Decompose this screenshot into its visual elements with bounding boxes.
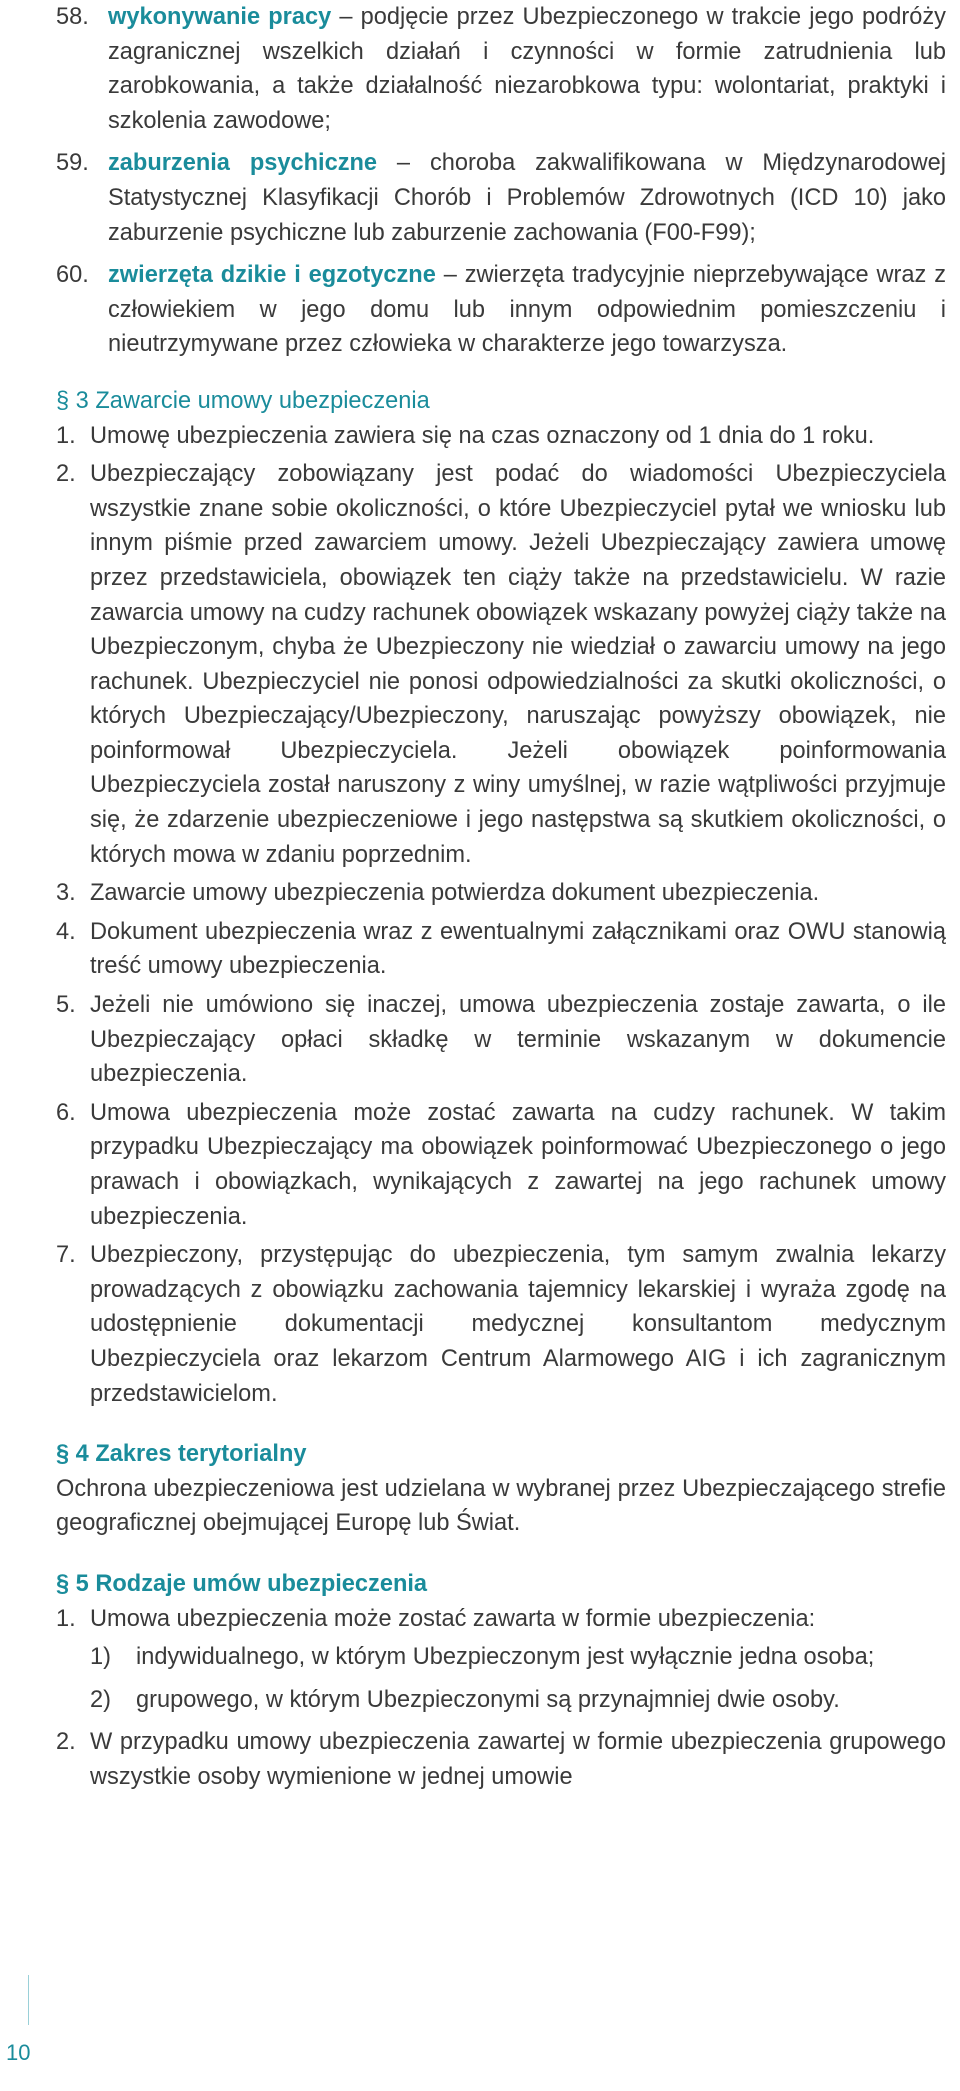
definition-text: – podjęcie przez Ubezpieczonego w trakcie jego podróży zagranicznej wszelkich działań i czynności w formie zatrudnienia lub zarobkowania, a także działalność niezarobkowa typu: wolontariat, praktyki i szkolenia zawodowe; — [108, 4, 946, 134]
section-4 — [56, 1437, 946, 1541]
sub-list-item — [90, 1640, 946, 1675]
definition-body — [108, 258, 946, 362]
list-item-text: Umowę ubezpieczenia zawiera się na czas oznaczony od 1 dnia do 1 roku. — [90, 422, 875, 449]
list-item-text: Ubezpieczony, przystępując do ubezpieczenia, tym samym zwalnia lekarzy prowadzących z obowiązku zachowania tajemnicy lekarskiej i wyraża zgodę na udostępnienie dokumentacji medycznej konsultantom medycznym Ubezpieczyciela oraz lekarzom Centrum Alarmowego AIG i ich zagranicznym przedstawicielom. — [90, 1242, 946, 1407]
list-item — [56, 876, 946, 911]
page-number: 10 — [6, 2040, 31, 2065]
list-item-text: Dokument ubezpieczenia wraz z ewentualnymi załącznikami oraz OWU stanowią treść umowy ubezpieczenia. — [90, 918, 946, 980]
definition-term: zwierzęta dzikie i egzotyczne — [108, 262, 436, 289]
list-item-number: 3. — [56, 880, 76, 907]
definition-number: 60. — [56, 262, 89, 289]
definition-item — [56, 146, 946, 250]
definition-item — [56, 258, 946, 362]
sub-list-item-text: indywidualnego, w którym Ubezpieczonym jest wyłącznie jedna osoba; — [136, 1644, 875, 1671]
list-item — [56, 457, 946, 872]
section-4-title: § 4 Zakres terytorialny — [56, 1441, 307, 1468]
list-item-number: 7. — [56, 1242, 76, 1269]
list-item-number: 4. — [56, 918, 76, 945]
sub-list-item — [90, 1683, 946, 1718]
sub-list-item-number: 1) — [90, 1644, 111, 1671]
list-item-text: Umowa ubezpieczenia może zostać zawarta w formie ubezpieczenia: — [90, 1605, 816, 1632]
list-item-number: 1. — [56, 422, 76, 449]
list-item-number: 6. — [56, 1099, 76, 1126]
list-item — [56, 915, 946, 984]
section-5-title: § 5 Rodzaje umów ubezpieczenia — [56, 1570, 428, 1597]
list-item-text: Zawarcie umowy ubezpieczenia potwierdza dokument ubezpieczenia. — [90, 880, 820, 907]
list-item-text: Jeżeli nie umówiono się inaczej, umowa ubezpieczenia zostaje zawarta, o ile Ubezpieczający opłaci składkę w terminie wskazanym w dokumencie ubezpieczenia. — [90, 992, 946, 1088]
definition-number: 59. — [56, 150, 89, 177]
list-item — [56, 988, 946, 1092]
definition-term: zaburzenia psychiczne — [108, 150, 378, 177]
list-item — [56, 1238, 946, 1411]
definition-text: – choroba zakwalifikowana w Międzynarodowej Statystycznej Klasyfikacji Chorób i Problemów Zdrowotnych (ICD 10) jako zaburzenie psychiczne lub zaburzenie zachowania (F00-F99); — [108, 150, 947, 246]
list-item-number: 2. — [56, 461, 76, 488]
list-item-number: 2. — [56, 1729, 76, 1756]
section-3-title: § 3 Zawarcie umowy ubezpieczenia — [56, 387, 430, 414]
margin-rule — [28, 1975, 29, 2025]
definition-term: wykonywanie pracy — [108, 4, 332, 30]
definition-body — [108, 146, 946, 250]
list-item-number: 1. — [56, 1605, 76, 1632]
section-4-text: Ochrona ubezpieczeniowa jest udzielana w wybranej przez Ubezpieczającego strefie geograficznej obejmującej Europę lub Świat. — [56, 1475, 946, 1537]
definition-text: – zwierzęta tradycyjnie nieprzebywające wraz z człowiekiem w jego domu lub innym odpowiednim pomieszczeniu i nieutrzymywane przez człowieka w charakterze jego towarzysza. — [108, 262, 946, 358]
list-item-text: W przypadku umowy ubezpieczenia zawartej w formie ubezpieczenia grupowego wszystkie osoby wymienione w jednej umowie — [90, 1729, 946, 1790]
list-item-text: Ubezpieczający zobowiązany jest podać do wiadomości Ubezpieczyciela wszystkie znane sobie okoliczności, o które Ubezpieczyciel pytał we wniosku lub innym piśmie przed zawarciem umowy. Jeżeli Ubezpieczający zawiera umowę przez przedstawiciela, obowiązek ten ciąży także na przedstawicielu. W razie zawarcia umowy na cudzy rachunek obowiązek wskazany powyżej ciąży także na Ubezpieczonym, chyba że Ubezpieczony nie wiedział o zawarciu umowy na jego rachunek. Ubezpieczyciel nie ponosi odpowiedzialności za skutki okoliczności, o których Ubezpieczający/Ubezpieczony, naruszając powyższy obowiązek, nie poinformował Ubezpieczyciela. Jeżeli obowiązek poinformowania Ubezpieczyciela został naruszony z winy umyślnej, w razie wątpliwości przyjmuje się, że zdarzenie ubezpieczeniowe i jego następstwa są skutkiem okoliczności, o których mowa w zdaniu poprzednim. — [90, 461, 946, 868]
document-page — [56, 0, 946, 1795]
section-3 — [56, 384, 946, 1411]
list-item — [56, 419, 946, 454]
section-5 — [56, 1567, 946, 1795]
list-item — [56, 1725, 946, 1794]
sub-list-item-number: 2) — [90, 1686, 111, 1713]
sub-list-item-text: grupowego, w którym Ubezpieczonymi są przynajmniej dwie osoby. — [136, 1686, 840, 1713]
list-item-text: Umowa ubezpieczenia może zostać zawarta na cudzy rachunek. W takim przypadku Ubezpieczający ma obowiązek poinformować Ubezpieczonego o jego prawach i obowiązkach, wynikających z zawartej na jego rachunek umowy ubezpieczenia. — [90, 1099, 946, 1230]
definition-body — [108, 0, 946, 138]
list-item-number: 5. — [56, 992, 76, 1019]
definition-number: 58. — [56, 4, 89, 30]
definition-item — [56, 0, 946, 138]
list-item — [56, 1096, 946, 1234]
list-item — [56, 1602, 946, 1637]
